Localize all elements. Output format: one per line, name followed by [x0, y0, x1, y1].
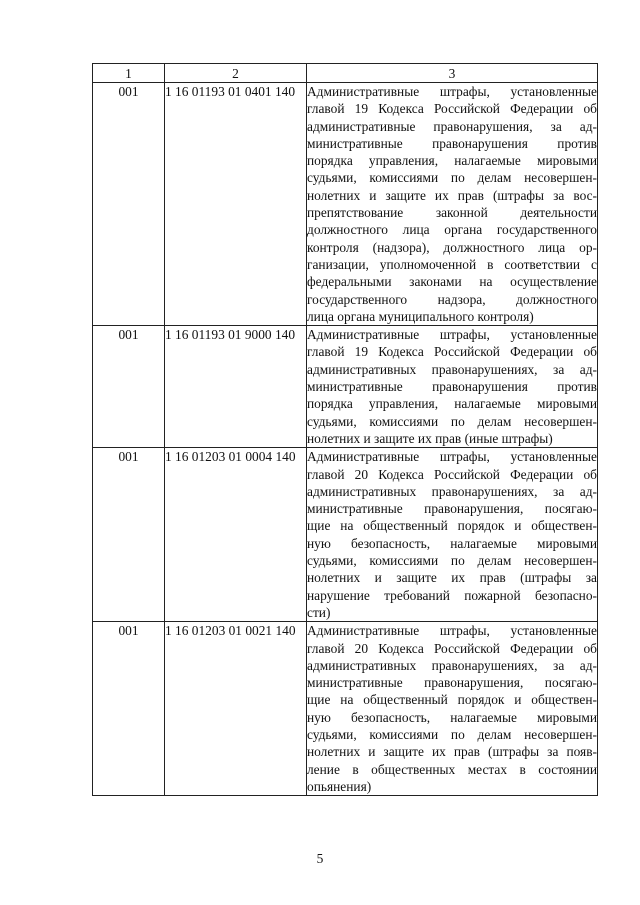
- description-line: государственного надзора, должностного: [307, 291, 597, 307]
- budget-classification-code-cell: 1 16 01193 01 9000 140: [165, 326, 307, 448]
- description-line: сти): [307, 604, 331, 620]
- description-line: Административные штрафы, установленные: [307, 84, 597, 99]
- header-col-1: 1: [93, 64, 165, 83]
- description-line: лица органа муниципального контроля): [307, 308, 534, 324]
- description-line: министративные правонарушения, посягаю-: [307, 675, 597, 691]
- description-line: контроля (надзора), должностного лица ор-: [307, 239, 597, 255]
- description-cell: [307, 448, 598, 622]
- description-line: должностного лица органа государственного: [307, 222, 597, 238]
- table-row: [93, 622, 598, 796]
- description-line: щие на общественный порядок и обществен-: [307, 518, 597, 534]
- admin-code-cell: 001: [93, 83, 165, 326]
- description-line: главой 19 Кодекса Российской Федерации об: [307, 344, 597, 360]
- description-line: нолетних и защите их прав (иные штрафы): [307, 430, 553, 446]
- description-cell: [307, 326, 598, 448]
- description-line: нарушение требований пожарной безопасно-: [307, 587, 597, 603]
- description-line: ление в общественных местах в состоянии: [307, 761, 597, 777]
- table-row: [93, 326, 598, 448]
- description-line: министративные правонарушения против: [307, 379, 597, 395]
- description-cell: [307, 622, 598, 796]
- description-line: судьями, комиссиями по делам несовершен-: [307, 413, 597, 429]
- description-cell: [307, 83, 598, 326]
- description-line: административных правонарушениях, за ад-: [307, 483, 597, 499]
- description-line: судьями, комиссиями по делам несовершен-: [307, 726, 597, 742]
- description-line: главой 19 Кодекса Российской Федерации об: [307, 101, 597, 117]
- description-line: нолетних и защите их прав (штрафы за появ-: [307, 744, 597, 760]
- description-line: федеральными законами на осуществление: [307, 274, 597, 290]
- description-line: административные правонарушения, за ад-: [307, 118, 597, 134]
- budget-classification-code-cell: 1 16 01203 01 0021 140: [165, 622, 307, 796]
- description-line: ную безопасность, налагаемые мировыми: [307, 709, 597, 725]
- description-line: Административные штрафы, установленные: [307, 327, 597, 343]
- description-line: нолетних и защите их прав (штрафы за вос-: [307, 187, 597, 203]
- description-line: главой 20 Кодекса Российской Федерации об: [307, 640, 597, 656]
- budget-classification-code-cell: 1 16 01193 01 0401 140: [165, 83, 307, 326]
- table-body: [93, 83, 598, 796]
- budget-classification-code-cell: 1 16 01203 01 0004 140: [165, 448, 307, 622]
- description-line: административных правонарушениях, за ад-: [307, 361, 597, 377]
- description-line: судьями, комиссиями по делам несовершен-: [307, 170, 597, 186]
- description-line: нолетних и защите их прав (штрафы за: [307, 570, 597, 586]
- header-col-3: 3: [307, 64, 598, 83]
- header-col-2: 2: [165, 64, 307, 83]
- admin-code-cell: 001: [93, 326, 165, 448]
- description-line: судьями, комиссиями по делам несовершен-: [307, 553, 597, 569]
- description-line: порядка управления, налагаемые мировыми: [307, 396, 597, 412]
- description-line: порядка управления, налагаемые мировыми: [307, 153, 597, 169]
- table-row: [93, 83, 598, 326]
- description-line: административных правонарушениях, за ад-: [307, 657, 597, 673]
- page-number: 5: [316, 851, 324, 866]
- description-line: Административные штрафы, установленные: [307, 449, 597, 465]
- description-line: опьянения): [307, 778, 372, 794]
- table-row: [93, 448, 598, 622]
- description-line: главой 20 Кодекса Российской Федерации об: [307, 466, 597, 482]
- description-line: ганизации, уполномоченной в соответствии с: [307, 256, 597, 272]
- table-header-row: [93, 64, 598, 83]
- description-line: министративные правонарушения, посягаю-: [307, 501, 597, 517]
- admin-code-cell: 001: [93, 448, 165, 622]
- description-line: щие на общественный порядок и обществен-: [307, 692, 597, 708]
- description-line: препятствование законной деятельности: [307, 205, 597, 221]
- description-line: министративные правонарушения против: [307, 135, 597, 151]
- description-line: ную безопасность, налагаемые мировыми: [307, 535, 597, 551]
- description-line: Административные штрафы, установленные: [307, 623, 597, 639]
- revenue-codes-table: [92, 63, 598, 796]
- admin-code-cell: 001: [93, 622, 165, 796]
